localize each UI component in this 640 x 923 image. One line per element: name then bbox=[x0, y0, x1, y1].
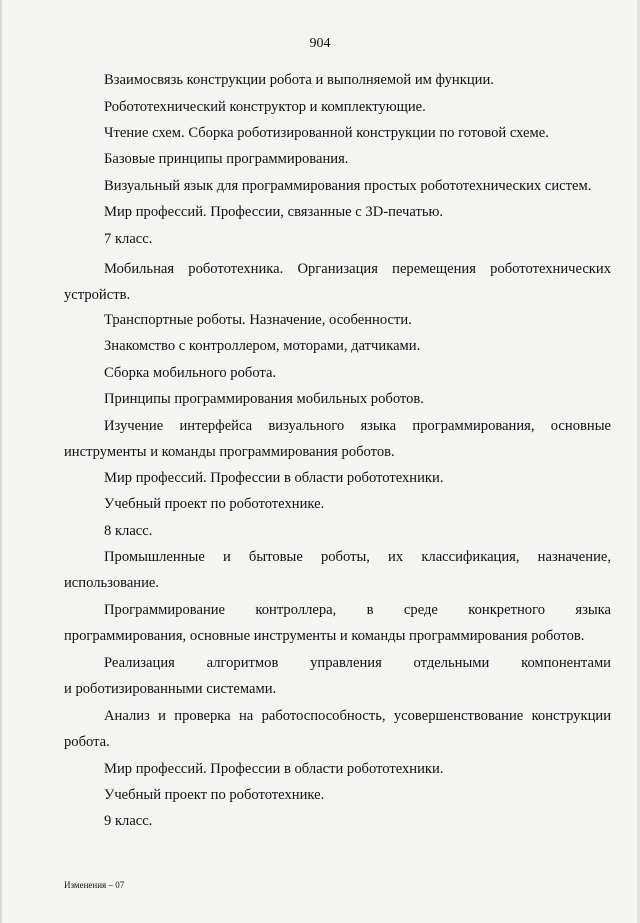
paragraph-9: Транспортные роботы. Назначение, особенности. bbox=[104, 312, 412, 328]
paragraph-17 bbox=[64, 544, 611, 596]
paragraph-10: Знакомство с контроллером, моторами, датчиками. bbox=[104, 338, 421, 354]
paragraph-22: Учебный проект по робототехнике. bbox=[104, 787, 325, 803]
paragraph-5: Визуальный язык для программирования простых робототехнических систем. bbox=[104, 178, 592, 194]
paragraph-20-line-1: Анализ и проверка на работоспособность, усовершенствование конструкции bbox=[104, 708, 611, 724]
paragraph-1: Взаимосвязь конструкции робота и выполняемой им функции. bbox=[104, 72, 494, 88]
paragraph-18-line-2: программирования, основные инструменты и команды программирования роботов. bbox=[64, 628, 585, 644]
paragraph-19-line-1: Реализация алгоритмов управления отдельными компонентами bbox=[104, 655, 611, 671]
paragraph-21: Мир профессий. Профессии в области робототехники. bbox=[104, 761, 444, 777]
paragraph-15: Учебный проект по робототехнике. bbox=[104, 496, 325, 512]
paragraph-3: Чтение схем. Сборка роботизированной конструкции по готовой схеме. bbox=[104, 125, 549, 141]
paragraph-4: Базовые принципы программирования. bbox=[104, 151, 349, 167]
paragraph-2: Робототехнический конструктор и комплектующие. bbox=[104, 99, 426, 115]
paragraph-11: Сборка мобильного робота. bbox=[104, 365, 277, 381]
paragraph-17-line-2: использование. bbox=[64, 575, 160, 591]
paragraph-19-line-2: и роботизированными системами. bbox=[64, 681, 277, 697]
paragraph-6: Мир профессий. Профессии, связанные с 3D-печатью. bbox=[104, 204, 444, 220]
paragraph-14: Мир профессий. Профессии в области робототехники. bbox=[104, 470, 444, 486]
paragraph-13 bbox=[64, 413, 611, 465]
paragraph-13-line-1: Изучение интерфейса визуального языка программирования, основные bbox=[104, 418, 611, 434]
paragraph-19 bbox=[64, 650, 611, 702]
grade-heading-7: 7 класс. bbox=[104, 231, 153, 247]
grade-heading-8: 8 класс. bbox=[104, 523, 153, 539]
paragraph-20 bbox=[64, 703, 611, 755]
paragraph-20-line-2: робота. bbox=[64, 734, 110, 750]
grade-heading-9: 9 класс. bbox=[104, 813, 153, 829]
paragraph-17-line-1: Промышленные и бытовые роботы, их классификация, назначение, bbox=[104, 549, 611, 565]
footer-revision: Изменения – 07 bbox=[64, 880, 125, 890]
paragraph-18-line-1: Программирование контроллера, в среде конкретного языка bbox=[104, 602, 611, 618]
paragraph-8-line-2: устройств. bbox=[64, 287, 131, 303]
paragraph-13-line-2: инструменты и команды программирования роботов. bbox=[64, 444, 395, 460]
paragraph-8-line-1: Мобильная робототехника. Организация перемещения робототехнических bbox=[104, 261, 611, 277]
scan-edge-left bbox=[0, 0, 2, 923]
paragraph-18 bbox=[64, 597, 611, 649]
page-number: 904 bbox=[309, 36, 331, 51]
paragraph-12: Принципы программирования мобильных роботов. bbox=[104, 391, 424, 407]
paragraph-8 bbox=[64, 256, 611, 308]
